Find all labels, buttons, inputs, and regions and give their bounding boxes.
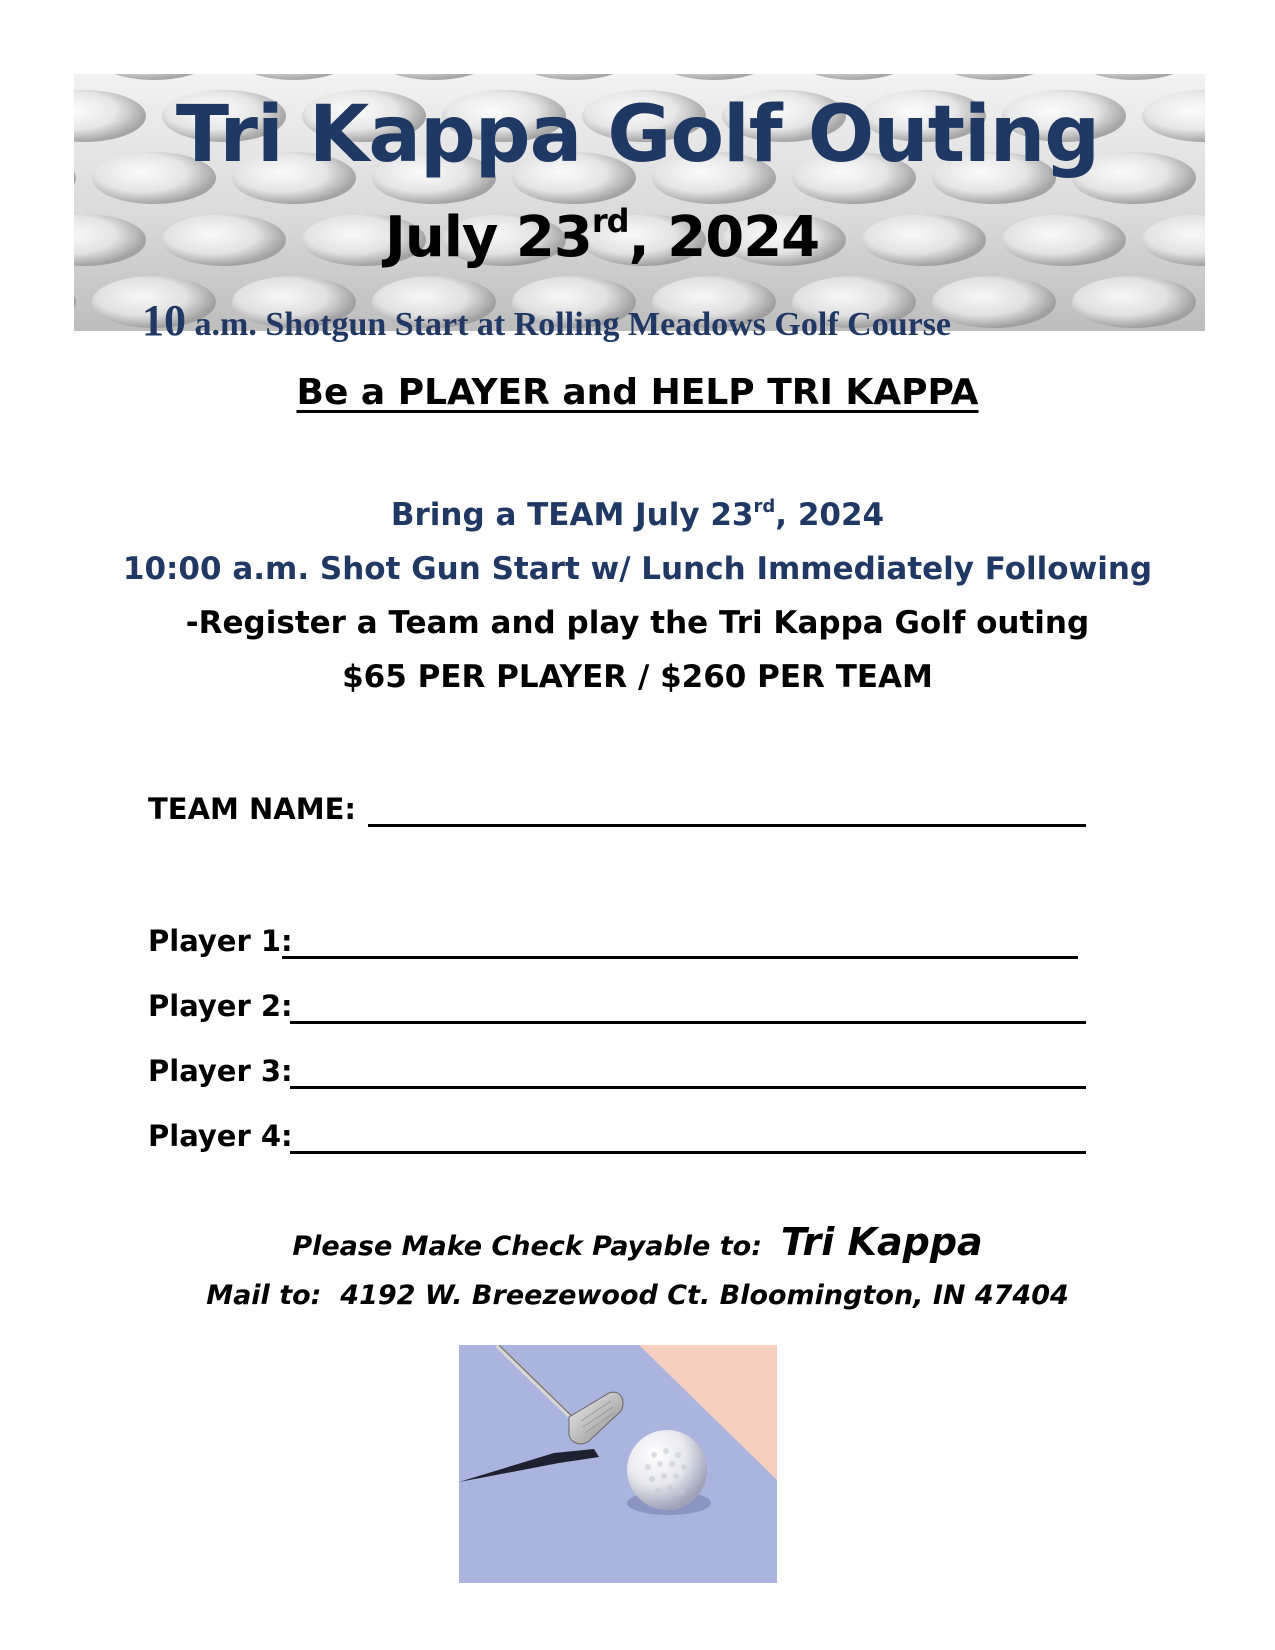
player-3-line[interactable] — [290, 1086, 1086, 1089]
price-line: $65 PER PLAYER / $260 PER TEAM — [342, 659, 933, 695]
bring-team-line — [0, 497, 1275, 533]
team-name-label: TEAM NAME: — [148, 792, 356, 826]
player-1-field[interactable] — [148, 924, 293, 964]
dimple-shape — [512, 74, 636, 80]
dimple-shape — [1072, 74, 1196, 80]
page-title: Tri Kappa Golf Outing — [175, 90, 1100, 180]
player-4-label: Player 4: — [148, 1119, 293, 1153]
dimple-shape — [92, 74, 216, 80]
mail-line — [0, 1280, 1275, 1311]
event-date-suffix: rd — [591, 202, 629, 240]
dimple-shape — [74, 214, 146, 266]
bring-team-year: , 2024 — [775, 497, 885, 533]
golf-club-and-ball-icon — [459, 1345, 777, 1583]
payment-line — [0, 1220, 1275, 1264]
dimple-shape — [1142, 214, 1205, 266]
dimple-shape — [862, 214, 986, 266]
dimple-shape — [652, 74, 776, 80]
tagline: Be a PLAYER and HELP TRI KAPPA — [296, 372, 979, 413]
shotgun-number: 10 — [142, 296, 186, 345]
team-name-line[interactable] — [368, 824, 1086, 827]
start-time-line: 10:00 a.m. Shot Gun Start w/ Lunch Immediately Following — [122, 551, 1153, 587]
check-label: Please Make Check Payable to: — [292, 1231, 762, 1262]
player-2-line[interactable] — [290, 1021, 1086, 1024]
register-line: -Register a Team and play the Tri Kappa Golf outing — [185, 605, 1090, 641]
dimple-shape — [162, 214, 286, 266]
dimple-shape — [74, 276, 76, 328]
player-2-field[interactable] — [148, 989, 293, 1029]
team-name-field[interactable] — [148, 792, 356, 832]
player-4-field[interactable] — [148, 1119, 293, 1159]
dimple-shape — [792, 74, 916, 80]
mail-label: Mail to: — [206, 1280, 322, 1311]
mail-address: 4192 W. Breezewood Ct. Bloomington, IN 47404 — [340, 1280, 1069, 1311]
bring-team-main: Bring a TEAM July 23 — [390, 497, 754, 533]
player-1-line[interactable] — [282, 956, 1078, 959]
shotgun-start-line — [142, 295, 951, 346]
dimple-shape — [1072, 276, 1196, 328]
player-2-label: Player 2: — [148, 989, 293, 1023]
dimple-shape — [74, 74, 76, 80]
bring-team-suffix: rd — [753, 496, 776, 517]
event-date-main: July 23 — [385, 205, 592, 270]
player-4-line[interactable] — [290, 1151, 1086, 1154]
dimple-shape — [1002, 214, 1126, 266]
dimple-shape — [932, 74, 1056, 80]
shotgun-text: a.m. Shotgun Start at Rolling Meadows Golf Course — [186, 306, 952, 343]
player-3-label: Player 3: — [148, 1054, 293, 1088]
payee-name: Tri Kappa — [780, 1220, 983, 1264]
event-date-year: , 2024 — [628, 205, 820, 270]
event-date — [385, 202, 820, 270]
player-1-label: Player 1: — [148, 924, 293, 958]
player-3-field[interactable] — [148, 1054, 293, 1094]
dimple-shape — [372, 74, 496, 80]
dimple-shape — [232, 74, 356, 80]
